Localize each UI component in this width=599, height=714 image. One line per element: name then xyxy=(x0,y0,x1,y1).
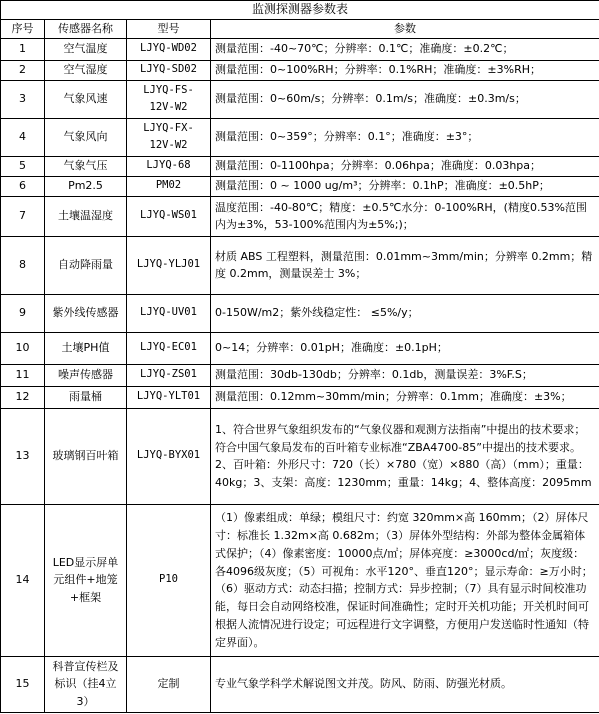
row-params: 材质 ABS 工程塑料，测量范围：0.01mm~3mm/min；分辨率 0.2mm；精度 0.2mm，测量误差士 3%； xyxy=(211,236,599,294)
row-name: 科普宣传栏及标识（挂4立3） xyxy=(45,656,127,712)
table-row xyxy=(1,656,599,712)
row-model: LJYQ-UV01 xyxy=(127,294,211,332)
row-model: LJYQ-WD02 xyxy=(127,38,211,60)
row-params: 专业气象学科学术解说图文并茂。防风、防雨、防强光材质。 xyxy=(211,656,599,712)
header-no: 序号 xyxy=(1,20,45,39)
row-name: 自动降雨量 xyxy=(45,236,127,294)
row-no: 4 xyxy=(1,118,45,156)
row-no: 10 xyxy=(1,332,45,364)
row-params: 测量范围：0.12mm~30mm/min；分辨率：0.1mm；准确度：±3%； xyxy=(211,386,599,408)
table-row xyxy=(1,364,599,386)
row-model: LJYQ-FX-12V-W2 xyxy=(127,118,211,156)
row-params: 测量范围：-40~70℃；分辨率：0.1℃；准确度：±0.2℃； xyxy=(211,38,599,60)
row-model: LJYQ-YLJ01 xyxy=(127,236,211,294)
row-params: 测量范围：0-1100hpa；分辨率：0.06hpa；准确度：0.03hpa； xyxy=(211,156,599,176)
row-name: 空气湿度 xyxy=(45,60,127,80)
table-row xyxy=(1,408,599,504)
row-name: 雨量桶 xyxy=(45,386,127,408)
table-title-row xyxy=(1,1,599,20)
row-model: LJYQ-ZS01 xyxy=(127,364,211,386)
table-row xyxy=(1,80,599,118)
table-row xyxy=(1,196,599,236)
table-row xyxy=(1,176,599,196)
row-name: LED显示屏单元组件+地笼+框架 xyxy=(45,504,127,656)
table-row xyxy=(1,332,599,364)
row-params: 0-150W/m2；紫外线稳定性： ≤5%/y； xyxy=(211,294,599,332)
row-name: 空气温度 xyxy=(45,38,127,60)
row-no: 12 xyxy=(1,386,45,408)
row-name: 噪声传感器 xyxy=(45,364,127,386)
row-model: LJYQ-YLT01 xyxy=(127,386,211,408)
header-params: 参数 xyxy=(211,20,599,39)
row-model: LJYQ-WS01 xyxy=(127,196,211,236)
row-model: 定制 xyxy=(127,656,211,712)
row-no: 3 xyxy=(1,80,45,118)
table-row xyxy=(1,386,599,408)
row-params: 温度范围：-40-80℃；精度：±0.5℃水分：0-100%RH，(精度0.53%范围内为±3%，53-100%范围内为±5%;)； xyxy=(211,196,599,236)
row-name: 气象风速 xyxy=(45,80,127,118)
row-no: 14 xyxy=(1,504,45,656)
table-row xyxy=(1,236,599,294)
row-no: 13 xyxy=(1,408,45,504)
row-params: 0~14；分辨率：0.01pH；准确度：±0.1pH； xyxy=(211,332,599,364)
row-no: 6 xyxy=(1,176,45,196)
table-row xyxy=(1,294,599,332)
row-name: 玻璃钢百叶箱 xyxy=(45,408,127,504)
row-no: 8 xyxy=(1,236,45,294)
table-row xyxy=(1,156,599,176)
row-name: 紫外线传感器 xyxy=(45,294,127,332)
row-model: LJYQ-EC01 xyxy=(127,332,211,364)
row-name: 土壤PH值 xyxy=(45,332,127,364)
row-model: LJYQ-BYX01 xyxy=(127,408,211,504)
row-params: 测量范围：0~100%RH；分辨率：0.1%RH；准确度：±3%RH； xyxy=(211,60,599,80)
row-model: PM02 xyxy=(127,176,211,196)
row-no: 15 xyxy=(1,656,45,712)
row-params: （1）像素组成：单绿；模组尺寸：约宽 320mm×高 160mm；（2）屏体尺寸：标准长 1.32m×高 0.682m；（3）屏体外型结构：外部为整体金属箱体式保护；（4）像素密度：10000点/㎡；屏体亮度：≥3000cd/㎡；灰度级：各4096级灰度；（5）可视角：水平120°、垂直120°；显示寿命：≥万小时；（6）驱动方式：动态扫描；控制方式：异步控制；（7）具有显示时间校准功能，每日会自动网络校准，保证时间准确性；定时开关机功能；开关机时间可根据人流情况进行设定；可远程进行文字调整，方便用户发送临时性通知（特定界面）。 xyxy=(211,504,599,656)
row-name: Pm2.5 xyxy=(45,176,127,196)
header-model: 型号 xyxy=(127,20,211,39)
row-params: 测量范围：0 ~ 1000 ug/m³；分辨率：0.1hP；准确度：±0.5hP； xyxy=(211,176,599,196)
row-params: 测量范围：0~359°；分辨率：0.1°；准确度：±3°； xyxy=(211,118,599,156)
row-no: 9 xyxy=(1,294,45,332)
row-model: P10 xyxy=(127,504,211,656)
table-row xyxy=(1,60,599,80)
row-name: 气象气压 xyxy=(45,156,127,176)
row-no: 7 xyxy=(1,196,45,236)
table-row xyxy=(1,118,599,156)
table-row xyxy=(1,38,599,60)
row-no: 2 xyxy=(1,60,45,80)
table-row xyxy=(1,504,599,656)
row-model: LJYQ-68 xyxy=(127,156,211,176)
row-no: 5 xyxy=(1,156,45,176)
row-name: 气象风向 xyxy=(45,118,127,156)
table-header-row xyxy=(1,20,599,39)
row-model: LJYQ-SD02 xyxy=(127,60,211,80)
row-no: 1 xyxy=(1,38,45,60)
row-name: 土壤温湿度 xyxy=(45,196,127,236)
table-title: 监测探测器参数表 xyxy=(1,1,599,20)
row-params: 测量范围：0~60m/s；分辨率：0.1m/s；准确度：±0.3m/s； xyxy=(211,80,599,118)
row-no: 11 xyxy=(1,364,45,386)
row-params: 1、符合世界气象组织发布的“气象仪器和观测方法指南”中提出的技术要求；符合中国气象局发布的百叶箱专业标准“ZBA4700-85”中提出的技术要求。 2、百叶箱：外形尺寸：720（长）×780（宽）×880（高）（mm）；重量：40kg；3、支架：高度：1230mm；重量：14kg；4、整体高度：2095mm xyxy=(211,408,599,504)
row-model: LJYQ-FS-12V-W2 xyxy=(127,80,211,118)
header-name: 传感器名称 xyxy=(45,20,127,39)
row-params: 测量范围：30db-130db；分辨率：0.1db，测量误差：3%F.S； xyxy=(211,364,599,386)
